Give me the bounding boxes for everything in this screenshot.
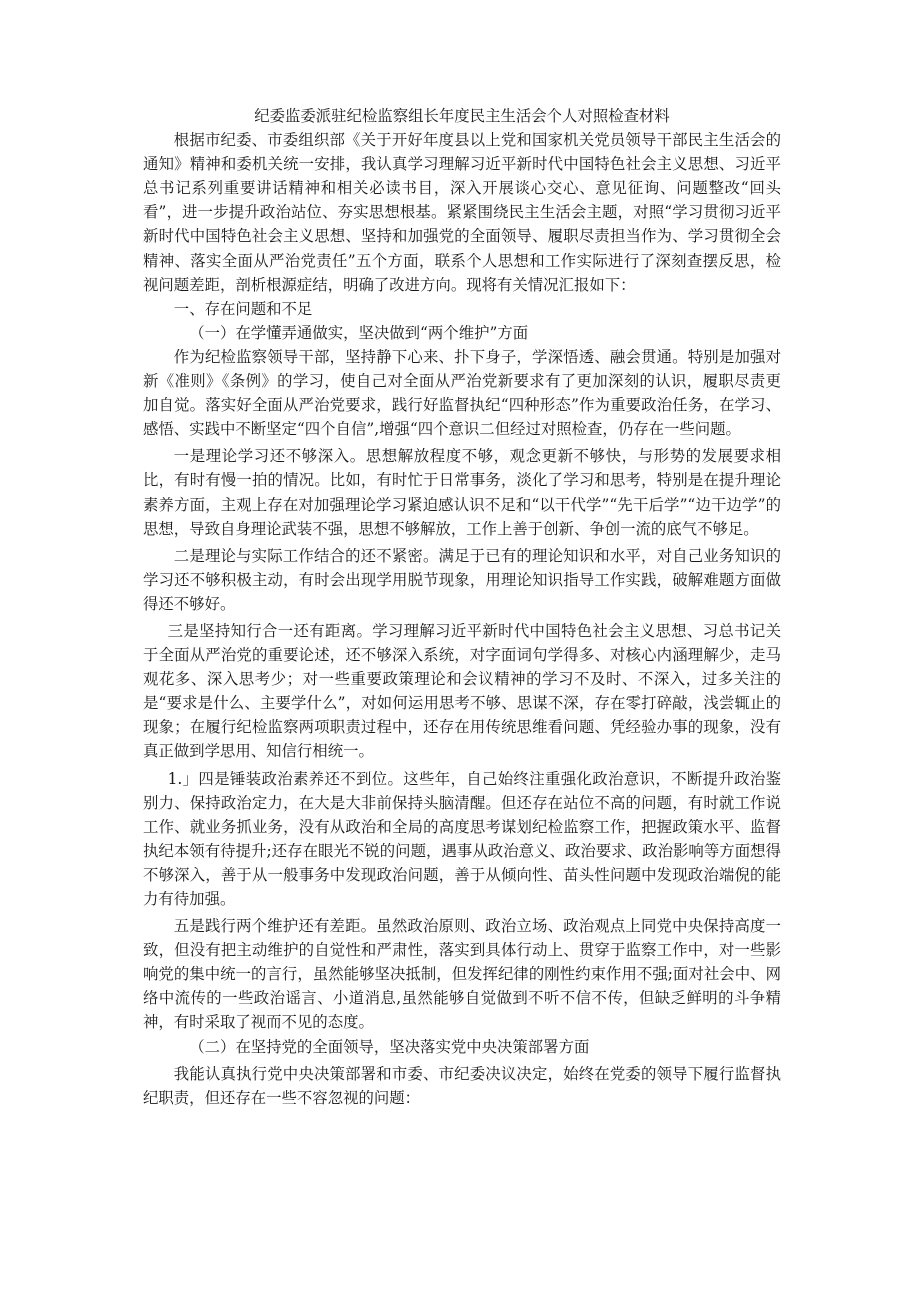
paragraph-point-5: 五是践行两个维护还有差距。虽然政治原则、政治立场、政治观点上同党中央保持高度一致，但没有把主动维护的自觉性和严肃性，落实到具体行动上、贯穿于监察工作中，对一些影响党的集中统一的言行，虽然能够坚决抵制，但发挥纪律的刚性约束作用不强;面对社会中、网络中流传的一些政治谣言、小道消息,虽然能够自觉做到不听不信不传，但缺乏鲜明的斗争精神，有时采取了视而不见的态度。 [143,917,781,1032]
paragraph-point-4: 1.」四是锤装政治素养还不到位。这些年，自己始终注重强化政治意识，不断提升政治鉴别力、保持政治定力，在大是大非前保持头脑清醒。但还存在站位不高的问题，有时就工作说工作、就业务抓业务，没有从政治和全局的高度思考谋划纪检监察工作，把握政策水平、监督执纪本领有待提升;还存在眼光不锐的问题，遇事从政治意义、政治要求、政治影响等方面想得不够深入，善于从一般事务中发现政治问题，善于从倾向性、苗头性问题中发现政治端倪的能力有待加强。 [143,769,781,908]
paragraph-point-3: 三是坚持知行合一还有距离。学习理解习近平新时代中国特色社会主义思想、习总书记关于全面从严治党的重要论述，还不够深入系统，对字面词句学得多、对核心内涵理解少，走马观花多、深入思考少；对一些重要政策理论和会议精神的学习不及时、不深入，过多关注的是“要求是什么、主要学什么”，对如何运用思考不够、思谋不深，存在零打碎敲，浅尝辄止的现象；在履行纪检监察两项职责过程中，还存在用传统思维看问题、凭经验办事的现象，没有真正做到学思用、知信行相统一。 [143,621,781,761]
paragraph-closing: 我能认真执行党中央决策部署和市委、市纪委决议决定，始终在党委的领导下履行监督执纪职责，但还存在一些不容忽视的问题： [143,1064,781,1107]
paragraph-intro: 根据市纪委、市委组织部《关于开好年度县以上党和国家机关党员领导干部民主生活会的通知》精神和委机关统一安排，我认真学习理解习近平新时代中国特色社会主义思想、习近平总书记系列重要讲话精神和相关必读书目，深入开展谈心交心、意见征询、问题整改“回头看”，进一步提升政治站位、夯实思想根基。紧紧围绕民主生活会主题，对照“学习贯彻习近平新时代中国特色社会主义思想、坚持和加强党的全面领导、履职尽责担当作为、学习贯彻全会精神、落实全面从严治党责任”五个方面，联系个人思想和工作实际进行了深刻查摆反思，检视问题差距，剖析根源症结，明确了改进方向。现将有关情况汇报如下： [143,131,781,294]
paragraph-body: 作为纪检监察领导干部，坚持静下心来、扑下身子，学深悟透、融会贯通。特别是加强对新《准则》《条例》的学习，使自己对全面从严治党新要求有了更加深刻的认识，履职尽责更加自觉。落实好全面从严治党要求，践行好监督执纪“四种形态”作为重要政治任务，在学习、感悟、实践中不断坚定“四个自信”,增强“四个意识二但经过对照检查，仍存在一些问题。 [143,347,781,439]
paragraph-point-2: 二是理论与实际工作结合的还不紧密。满足于已有的理论知识和水平，对自己业务知识的学习还不够积极主动，有时会出现学用脱节现象，用理论知识指导工作实践，破解难题方面做得还不够好。 [143,546,781,613]
document-page [143,104,781,1110]
heading-subsection-2: （二）在坚持党的全面领导，坚决落实党中央决策部署方面 [189,1037,590,1056]
heading-section-1: 一、存在问题和不足 [173,299,313,318]
heading-subsection-1: （一）在学懂弄通做实，坚决做到“两个维护”方面 [189,323,529,342]
paragraph-point-1: 一是理论学习还不够深入。思想解放程度不够，观念更新不够快，与形势的发展要求相比，有时有慢一拍的情况。比如，有时忙于日常事务，淡化了学习和思考，特别是在提升理论素养方面，主观上存在对加强理论学习紧迫感认识不足和“以干代学”“先干后学”“边干边学”的思想，导致自身理论武装不强，思想不够解放，工作上善于创新、争创一流的底气不够足。 [143,447,781,538]
document-title: 纪委监委派驻纪检监察组长年度民主生活会个人对照检查材料 [254,107,670,125]
